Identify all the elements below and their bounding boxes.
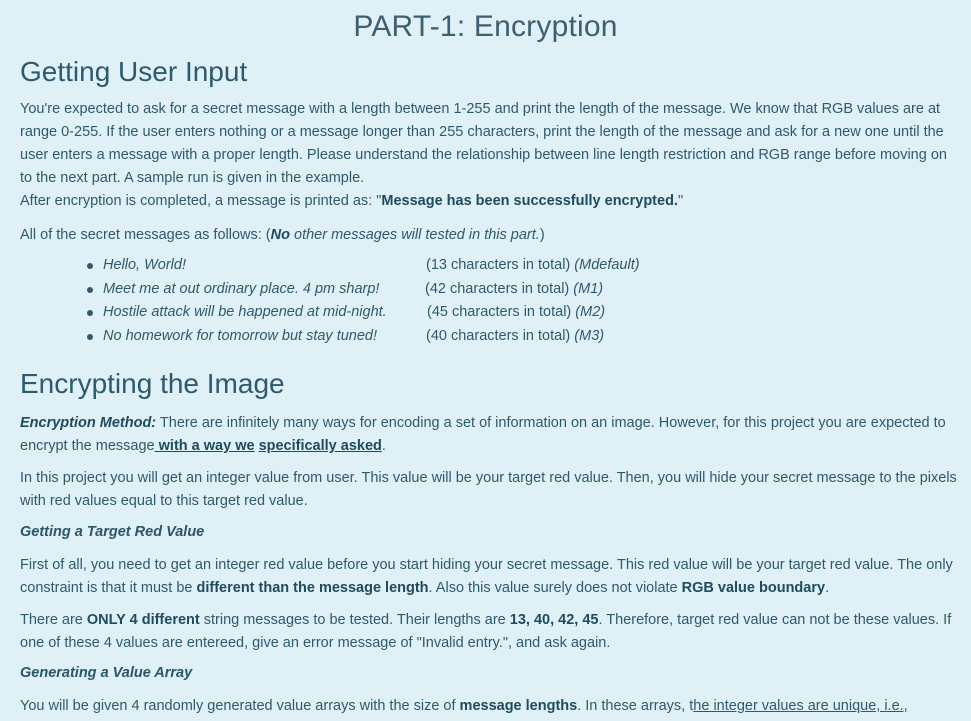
paragraph-target-value: In this project you will get an integer value from user. This value will be your target red value. Then, you will hide your secret message to the pixels with red values equal to this target red value. xyxy=(20,470,957,509)
red-p1-e: . xyxy=(825,580,830,596)
gen-d: he integer values are unique, i.e., xyxy=(693,698,908,714)
paragraph-user-input-text: You're expected to ask for a secret message with a length between 1-255 and print the length of the message. We know that RGB values are at range 0-255. If the user enters nothing or a message longer than 255 characters, print the length of the message and ask for a new one until the user enters a message with a proper length. Please understand the relationship between line length restriction and RGB range before moving on to the next part. A sample run is given in the example. xyxy=(20,101,947,186)
red-p1-c: . Also this value surely does not violate xyxy=(428,580,682,596)
red-p2-e: . Therefore, target red value can not be these values. If one of these 4 values are entereed, give an error message of "Invalid entry.", and ask again. xyxy=(20,612,952,651)
red-p2-c: string messages to be tested. Their lengths are xyxy=(199,612,510,628)
message-tag: (M2) xyxy=(575,304,606,320)
section-heading-encrypting: Encrypting the Image xyxy=(20,368,285,399)
encryption-method-label: Encryption Method: xyxy=(20,415,157,431)
gen-c: . In these arrays, t xyxy=(577,698,694,714)
message-count: (45 characters in total) xyxy=(427,304,572,320)
bullet-icon xyxy=(87,334,93,340)
bullet-icon xyxy=(87,263,93,269)
gen-a: You will be given 4 randomly generated value arrays with the size of xyxy=(20,698,460,714)
encryption-method-text: There are infinitely many ways for encoding a set of information on an image. However, for this project you are expected to encrypt the message xyxy=(20,415,946,454)
paragraph-encryption-method xyxy=(20,412,960,458)
message-text: Meet me at out ordinary place. 4 pm sharp! xyxy=(103,280,380,297)
message-length xyxy=(427,301,605,325)
specifically-asked: specifically asked xyxy=(258,438,382,454)
message-text: No homework for tomorrow but stay tuned! xyxy=(103,327,378,344)
subheading-value-array: Generating a Value Array xyxy=(20,665,193,681)
with-a-way-we: with a way we xyxy=(154,438,255,454)
message-tag: (Mdefault) xyxy=(574,257,640,273)
bullet-icon xyxy=(87,287,93,293)
secret-messages-suffix: ) xyxy=(539,227,545,243)
message-tag: (M1) xyxy=(573,280,604,297)
paragraph-value-array xyxy=(20,695,960,718)
bullet-icon xyxy=(87,310,93,316)
method-end: . xyxy=(381,438,386,454)
encryption-complete-suffix: " xyxy=(677,193,684,209)
red-p2-a: There are xyxy=(20,612,87,628)
page-title: PART-1: Encryption xyxy=(353,10,618,43)
message-count: (42 characters in total) xyxy=(425,280,570,297)
success-message: Message has been successfully encrypted. xyxy=(381,193,678,209)
paragraph-red-value-1 xyxy=(20,554,960,600)
red-p1-d: RGB value boundary xyxy=(681,580,826,596)
no-emphasis: No xyxy=(270,227,290,243)
subheading-target-red-value: Getting a Target Red Value xyxy=(20,524,205,540)
red-p2-d: 13, 40, 42, 45 xyxy=(509,612,599,628)
red-p2-b: ONLY 4 different xyxy=(86,612,200,628)
message-count: (13 characters in total) xyxy=(426,257,571,273)
red-p1-b: different than the message length xyxy=(196,580,429,596)
message-length xyxy=(425,278,603,302)
secret-messages-italic: other messages will tested in this part. xyxy=(289,227,540,243)
red-p1-a: First of all, you need to get an integer red value before you start hiding your secret message. This red value will be your target red value. The only constraint is that it must be xyxy=(20,557,953,596)
section-heading-user-input: Getting User Input xyxy=(20,56,248,87)
message-length xyxy=(426,325,604,349)
message-length xyxy=(426,254,640,278)
secret-messages-prefix: All of the secret messages as follows: ( xyxy=(20,227,271,243)
message-text: Hello, World! xyxy=(103,257,186,273)
encryption-complete-prefix: After encryption is completed, a message is printed as: " xyxy=(20,193,382,209)
paragraph-user-input xyxy=(20,98,960,213)
gen-b: message lengths xyxy=(459,698,578,714)
message-count: (40 characters in total) xyxy=(426,327,571,344)
message-tag: (M3) xyxy=(574,327,605,344)
paragraph-red-value-2 xyxy=(20,609,960,655)
paragraph-secret-messages xyxy=(20,224,960,247)
message-text: Hostile attack will be happened at mid-night. xyxy=(103,304,387,320)
